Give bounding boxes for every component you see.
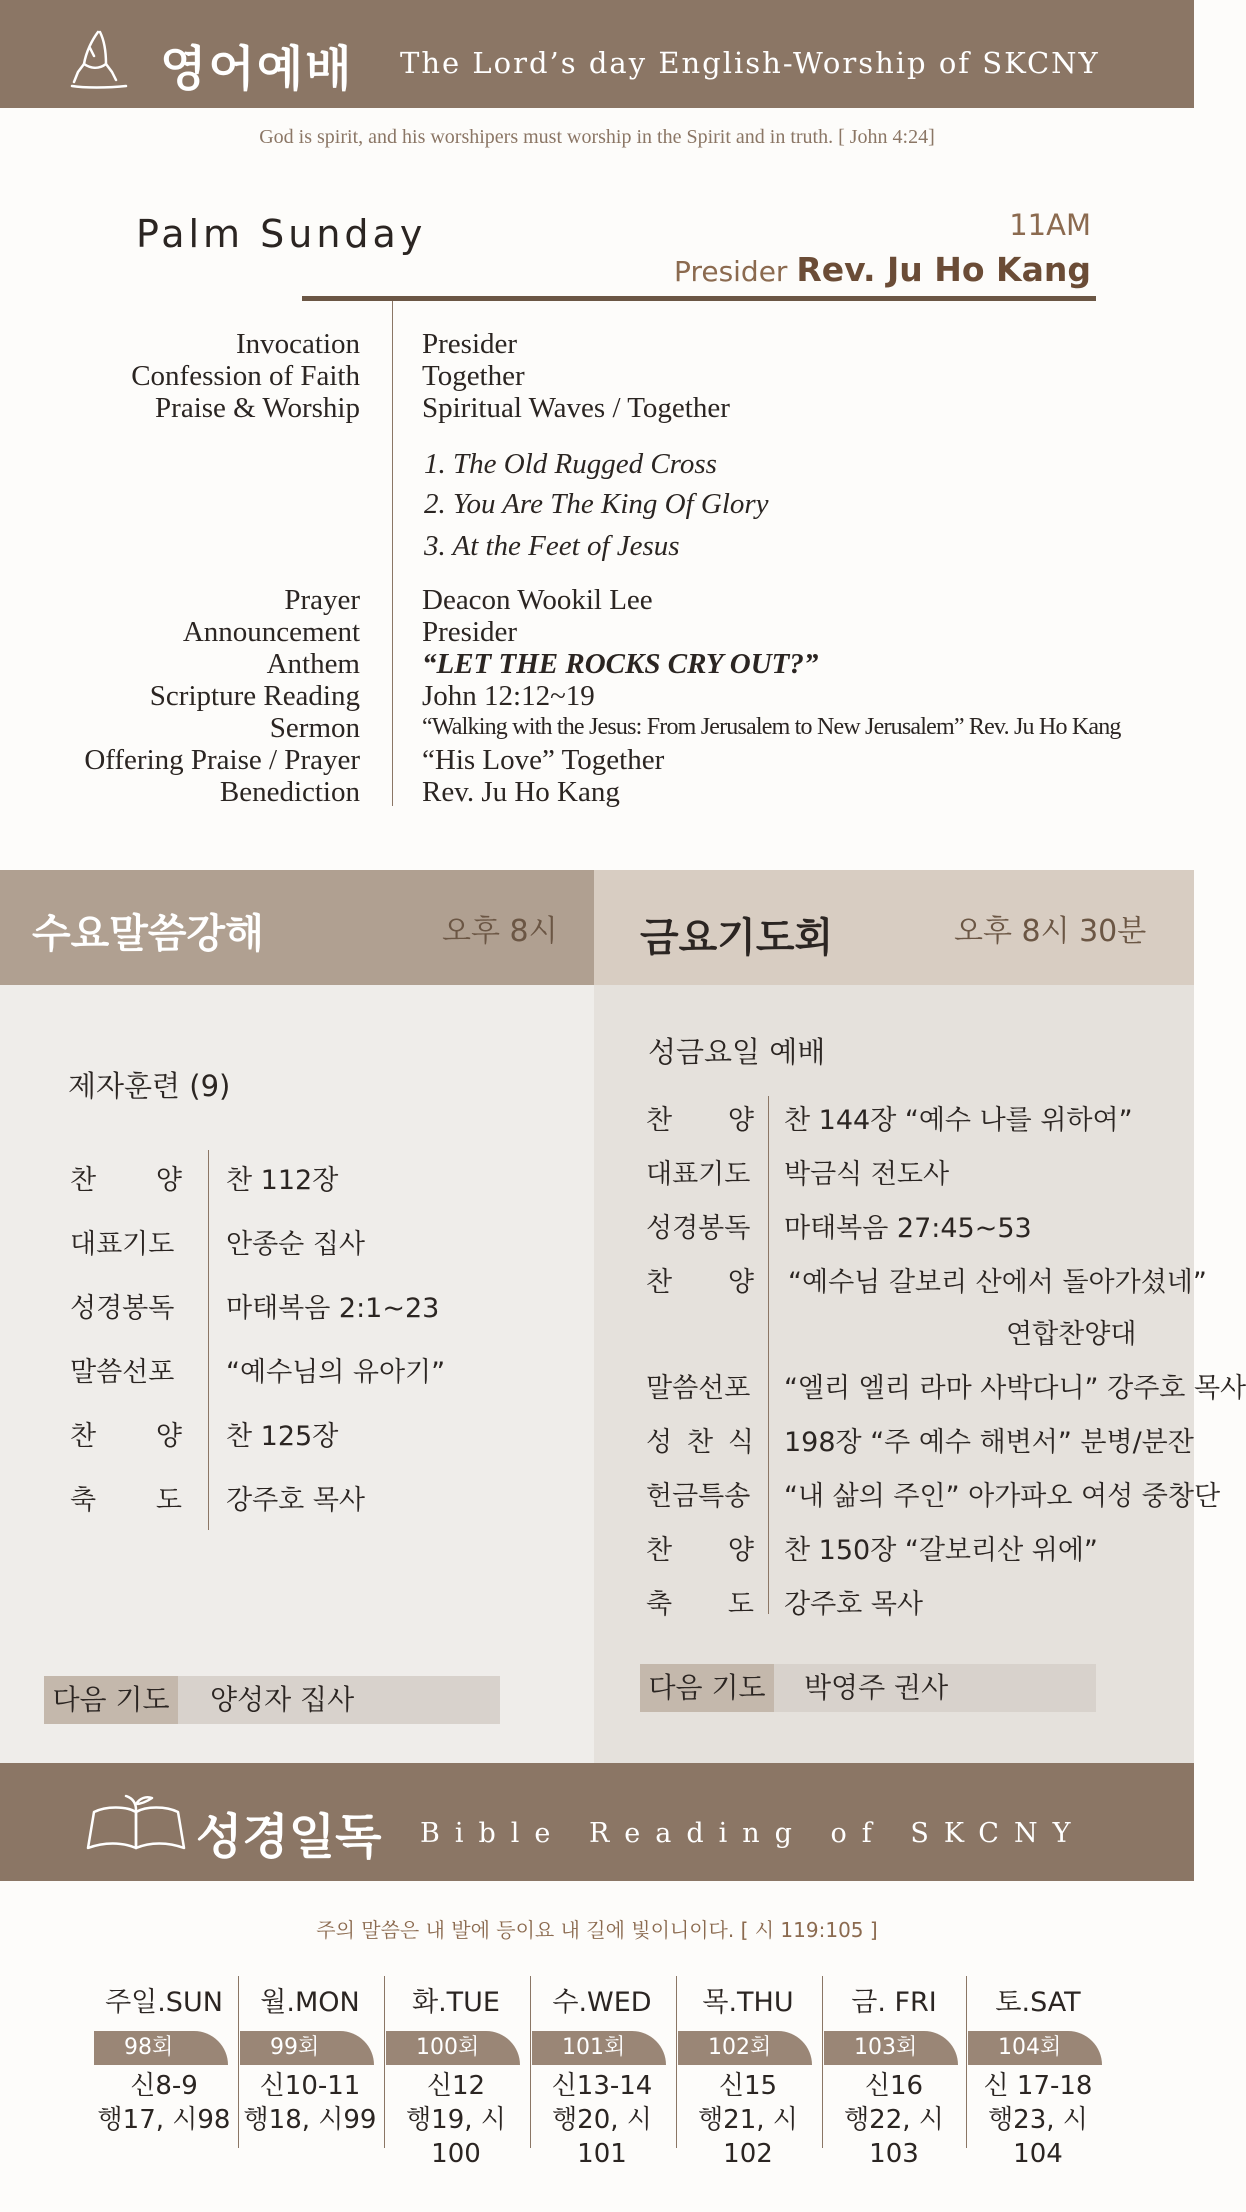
bible-title-english: Bible Reading of SKCNY [420, 1818, 1086, 1849]
friday-row-value: 찬 150장 “갈보리산 위에” [784, 1535, 1098, 1566]
friday-row-label: 찬 양 [646, 1267, 754, 1298]
friday-subtitle: 성금요일 예배 [648, 1035, 826, 1069]
friday-row-value: 마태복음 27:45~53 [784, 1213, 1032, 1244]
order-label: Scripture Reading [149, 680, 360, 712]
day-divider [384, 1976, 385, 2148]
reading-day [968, 1980, 1108, 2171]
wednesday-row-label: 대표기도 [70, 1229, 175, 1260]
presider-name: Rev. Ju Ho Kang [796, 250, 1091, 289]
wednesday-row-value: 찬 112장 [226, 1165, 339, 1196]
order-label: Invocation [235, 328, 360, 360]
order-value: Rev. Ju Ho Kang [422, 776, 620, 808]
day-divider [966, 1976, 967, 2148]
wednesday-next-name: 양성자 집사 [210, 1683, 355, 1716]
order-label: Offering Praise / Prayer [84, 744, 360, 776]
friday-row-value: 연합찬양대 [1006, 1319, 1137, 1350]
friday-row-value: “엘리 엘리 라마 사박다니” 강주호 목사 [784, 1373, 1246, 1404]
open-bible-icon [86, 1792, 186, 1856]
order-value: “Walking with the Jesus: From Jerusalem to New Jerusalem” Rev. Ju Ho Kang [422, 714, 1121, 740]
order-label: Announcement [182, 616, 360, 648]
order-value: Presider [422, 328, 518, 360]
reading-day [240, 1980, 380, 2137]
day-count: 104회 [968, 2031, 1102, 2065]
day-reading-1: 신16 [864, 2071, 924, 2101]
day-count: 99회 [240, 2031, 374, 2065]
day-name: 수.WED [552, 1987, 652, 2018]
service-name: Palm Sunday [136, 212, 427, 256]
wednesday-row-label: 찬 양 [70, 1421, 182, 1452]
day-name: 화.TUE [412, 1987, 500, 2018]
reading-day [94, 1980, 234, 2137]
friday-row-value: 강주호 목사 [784, 1589, 923, 1620]
order-value: Together [422, 360, 525, 392]
day-count: 103회 [824, 2031, 958, 2065]
day-reading-2: 행20, 시101 [552, 2105, 652, 2169]
friday-row-label: 대표기도 [646, 1159, 751, 1190]
wednesday-divider [208, 1150, 209, 1530]
order-label: Benediction [219, 776, 360, 808]
hymn-item: 3. At the Feet of Jesus [424, 530, 680, 562]
wednesday-row-label: 성경봉독 [70, 1293, 175, 1324]
day-reading-1: 신15 [718, 2071, 778, 2101]
service-time: 11AM [1009, 208, 1091, 242]
wednesday-row-value: 마태복음 2:1~23 [226, 1293, 440, 1324]
friday-divider [768, 1096, 769, 1614]
day-name: 목.THU [702, 1987, 794, 2018]
bible-title-korean: 성경일독 [196, 1809, 382, 1865]
day-divider [822, 1976, 823, 2148]
day-name: 월.MON [260, 1987, 360, 2018]
day-reading-1: 신 17-18 [983, 2071, 1093, 2101]
day-name: 토.SAT [995, 1987, 1081, 2018]
praying-hands-icon [68, 26, 130, 92]
day-count: 100회 [386, 2031, 520, 2065]
order-value: Spiritual Waves / Together [422, 392, 730, 424]
day-divider [238, 1976, 239, 2148]
wednesday-title: 수요말씀강해 [32, 911, 264, 957]
friday-time: 오후 8시 30분 [954, 914, 1147, 949]
day-reading-1: 신8-9 [130, 2071, 198, 2101]
friday-row-label: 헌금특송 [646, 1481, 751, 1512]
order-value: John 12:12~19 [422, 680, 595, 712]
day-reading-1: 신10-11 [259, 2071, 361, 2101]
friday-row-label: 말씀선포 [646, 1373, 751, 1404]
header-title-korean: 영어예배 [160, 41, 354, 97]
day-divider [530, 1976, 531, 2148]
wednesday-row-value: 안종순 집사 [226, 1229, 365, 1260]
reading-day [678, 1980, 818, 2171]
day-reading-2: 행23, 시104 [988, 2105, 1088, 2169]
presider-line [674, 250, 1091, 289]
day-name: 주일.SUN [105, 1987, 223, 2018]
reading-day [824, 1980, 964, 2171]
friday-next-label: 다음 기도 [640, 1664, 774, 1712]
friday-row-value: “예수님 갈보리 산에서 돌아가셨네” [788, 1267, 1207, 1298]
day-name: 금. FRI [851, 1987, 937, 2018]
header-verse: God is spirit, and his worshipers must worship in the Spirit and in truth. [ John 4:24] [259, 126, 935, 148]
wednesday-row-value: 강주호 목사 [226, 1485, 365, 1516]
order-label: Prayer [284, 584, 360, 616]
order-value: “His Love” Together [422, 744, 665, 776]
order-divider [392, 301, 393, 806]
friday-title: 금요기도회 [640, 915, 834, 961]
hymn-item: 2. You Are The King Of Glory [424, 488, 769, 520]
order-value: “LET THE ROCKS CRY OUT?” [422, 648, 819, 680]
order-label: Anthem [266, 648, 360, 680]
day-reading-1: 신13-14 [551, 2071, 653, 2101]
order-value: Deacon Wookil Lee [422, 584, 653, 616]
wednesday-row-label: 축 도 [70, 1485, 182, 1516]
wednesday-subtitle: 제자훈련 (9) [68, 1069, 231, 1103]
reading-day [386, 1980, 526, 2171]
order-label: Praise & Worship [155, 392, 360, 424]
day-count: 102회 [678, 2031, 812, 2065]
day-reading-2: 행17, 시98 [97, 2105, 231, 2135]
friday-row-label: 찬 양 [646, 1535, 754, 1566]
day-reading-2: 행22, 시103 [844, 2105, 944, 2169]
divider [302, 296, 1096, 301]
wednesday-row-label: 말씀선포 [70, 1357, 175, 1388]
order-label: Sermon [269, 712, 360, 744]
order-value: Presider [422, 616, 518, 648]
friday-row-label: 찬 양 [646, 1105, 754, 1136]
wednesday-row-label: 찬 양 [70, 1165, 182, 1196]
order-label: Confession of Faith [131, 360, 360, 392]
friday-row-label: 성 찬 식 [646, 1427, 754, 1458]
friday-row-label: 축 도 [646, 1589, 754, 1620]
wednesday-row-value: 찬 125장 [226, 1421, 339, 1452]
wednesday-next-label: 다음 기도 [44, 1676, 178, 1724]
presider-label: Presider [674, 255, 788, 288]
day-reading-2: 행21, 시102 [698, 2105, 798, 2169]
day-reading-2: 행18, 시99 [243, 2105, 377, 2135]
day-count: 101회 [532, 2031, 666, 2065]
friday-row-value: 198장 “주 예수 해변서” 분병/분잔 [784, 1427, 1194, 1458]
day-reading-2: 행19, 시100 [406, 2105, 506, 2169]
hymn-item: 1. The Old Rugged Cross [424, 448, 717, 480]
friday-next-name: 박영주 권사 [804, 1671, 949, 1704]
day-divider [676, 1976, 677, 2148]
reading-day [532, 1980, 672, 2171]
day-count: 98회 [94, 2031, 228, 2065]
wednesday-row-value: “예수님의 유아기” [226, 1357, 446, 1388]
friday-row-label: 성경봉독 [646, 1213, 751, 1244]
friday-row-value: 찬 144장 “예수 나를 위하여” [784, 1105, 1133, 1136]
day-reading-1: 신12 [426, 2071, 486, 2101]
wednesday-time: 오후 8시 [442, 914, 558, 949]
friday-row-value: “내 삶의 주인” 아가파오 여성 중창단 [784, 1481, 1221, 1512]
friday-row-value: 박금식 전도사 [784, 1159, 950, 1190]
header-title-english: The Lord’s day English-Worship of SKCNY [400, 46, 1100, 80]
bible-verse: 주의 말씀은 내 발에 등이요 내 길에 빛이니이다. [ 시 119:105 ] [316, 1918, 878, 1942]
